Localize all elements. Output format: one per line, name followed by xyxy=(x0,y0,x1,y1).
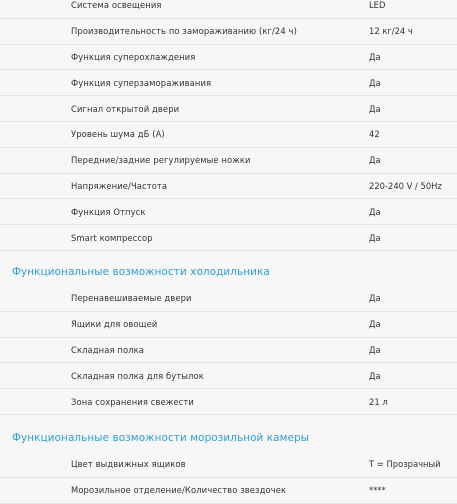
spec-label: Передние/задние регулируемые ножки xyxy=(71,155,251,166)
section-title-freezer-features: Функциональные возможности морозильной камеры xyxy=(12,432,310,444)
section-title-fridge-features: Функциональные возможности холодильника xyxy=(12,266,270,278)
spec-row-door-alarm xyxy=(0,96,457,122)
spec-row-reversible-doors xyxy=(0,286,457,312)
spec-value: Да xyxy=(369,293,381,304)
spec-label: Складная полка для бутылок xyxy=(71,370,204,381)
spec-value: Да xyxy=(369,103,381,114)
fridge-features-table xyxy=(0,286,457,415)
spec-row-noise-level xyxy=(0,122,457,148)
spec-label: Напряжение/Частота xyxy=(71,180,168,191)
spec-row-drawer-color xyxy=(0,452,457,478)
spec-row-bottle-shelf xyxy=(0,363,457,389)
spec-label: Производительность по замораживанию (кг/24 ч) xyxy=(71,26,297,37)
general-specs-table xyxy=(0,0,457,251)
spec-value: Да xyxy=(369,51,381,62)
spec-value: Да xyxy=(369,344,381,355)
spec-row-superfreeze xyxy=(0,70,457,96)
spec-row-supercool xyxy=(0,45,457,71)
spec-value: T = Прозрачный xyxy=(369,459,441,470)
spec-value: Да xyxy=(369,370,381,381)
spec-label: Перенавешиваемые двери xyxy=(71,293,192,304)
spec-label: Ящики для овощей xyxy=(71,319,158,330)
spec-row-freezing-capacity xyxy=(0,19,457,45)
spec-value: 12 кг/24 ч xyxy=(369,26,413,37)
spec-label: Система освещения xyxy=(71,0,162,11)
spec-row-folding-shelf xyxy=(0,338,457,364)
spec-value: 220-240 V / 50Hz xyxy=(369,180,442,191)
spec-row-voltage xyxy=(0,174,457,200)
spec-label: Функция суперзамораживания xyxy=(71,77,212,88)
spec-label: Функция Отпуск xyxy=(71,206,146,217)
spec-value: 42 xyxy=(369,129,380,140)
spec-value: Да xyxy=(369,77,381,88)
spec-value: Да xyxy=(369,319,381,330)
spec-label: Цвет выдвижных ящиков xyxy=(71,459,186,470)
spec-label: Морозильное отделение/Количество звездочек xyxy=(71,485,287,496)
spec-row-lighting xyxy=(0,0,457,19)
spec-value: 21 л xyxy=(369,396,388,407)
spec-row-smart-compressor xyxy=(0,225,457,251)
spec-label: Smart компрессор xyxy=(71,232,153,243)
spec-label: Складная полка xyxy=(71,344,145,355)
spec-value: LED xyxy=(369,0,386,11)
spec-row-adjustable-feet xyxy=(0,148,457,174)
spec-value: Да xyxy=(369,155,381,166)
spec-row-vacation-mode xyxy=(0,199,457,225)
spec-label: Сигнал открытой двери xyxy=(71,103,180,114)
spec-row-vegetable-drawers xyxy=(0,312,457,338)
freezer-features-table xyxy=(0,452,457,504)
spec-label: Зона сохранения свежести xyxy=(71,396,194,407)
spec-value: Да xyxy=(369,232,381,243)
spec-row-freshness-zone xyxy=(0,389,457,415)
spec-value: **** xyxy=(369,485,386,496)
spec-value: Да xyxy=(369,206,381,217)
spec-label: Функция суперохлаждения xyxy=(71,51,196,62)
spec-label: Уровень шума дБ (A) xyxy=(71,129,165,140)
